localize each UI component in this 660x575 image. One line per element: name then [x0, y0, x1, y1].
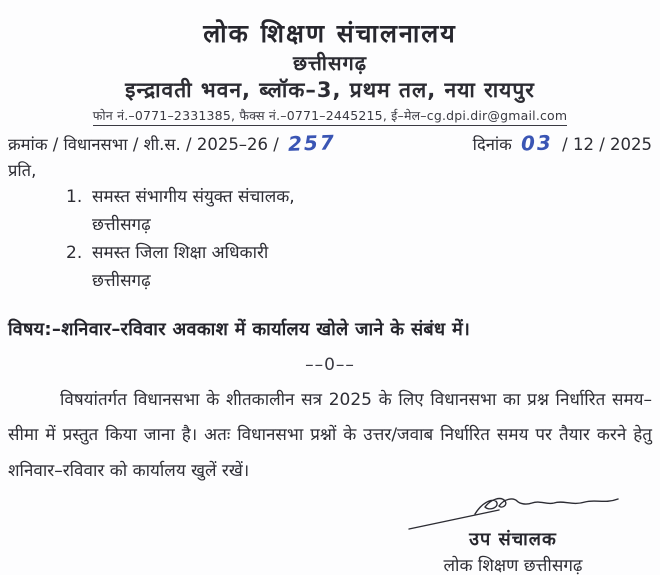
date-label: दिनांक: [472, 134, 512, 154]
recipient-line2: छत्तीसगढ़: [92, 271, 151, 292]
contact-line: फोन नं.–0771–2331385, फैक्स नं.–0771–2445215, ई–मेल–cg.dpi.dir@gmail.com: [93, 107, 568, 126]
handwritten-ref-number: 257: [287, 130, 337, 156]
letterhead: [8, 20, 652, 126]
signatory-title: उप संचालक: [469, 529, 557, 551]
org-name: लोक शिक्षण संचालनालय: [203, 19, 457, 48]
date-rest: / 12 / 2025: [562, 134, 652, 154]
signature-block: [388, 495, 638, 575]
salutation: प्रति,: [8, 160, 37, 180]
reference-row: [8, 130, 652, 156]
reference-prefix: क्रमांक / विधानसभा / शी.स. / 2025–26 /: [8, 134, 279, 154]
recipients-list: [66, 183, 652, 295]
handwritten-date-day: 03: [520, 130, 554, 156]
subject-line: विषय:–शनिवार–रविवार अवकाश में कार्यालय खोले जाने के संबंध में।: [8, 319, 471, 341]
recipient-line2: छत्तीसगढ़: [92, 214, 151, 235]
signatory-org: लोक शिक्षण छत्तीसगढ़: [443, 556, 583, 575]
recipient-item: [66, 183, 652, 239]
recipient-text: [92, 239, 652, 295]
letter-date: [473, 130, 652, 156]
recipient-index: 2.: [66, 243, 83, 264]
body-paragraph: विषयांतर्गत विधानसभा के शीतकालीन सत्र 2025 के लिए विधानसभा का प्रश्न निर्धारित समय–सीमा में प्रस्तुत किया जाना है। अतः विधानसभा प्रश्नों के उत्तर/जवाब निर्धारित समय पर तैयार करने हेतु शनिवार–रविवार को कार्यालय खुलें रखें।: [8, 390, 652, 481]
reference-number: [8, 130, 340, 156]
recipient-line1: समस्त जिला शिक्षा अधिकारी: [92, 243, 269, 264]
recipient-text: [92, 183, 652, 239]
recipient-line1: समस्त संभागीय संयुक्त संचालक,: [92, 186, 295, 207]
org-state: छत्तीसगढ़: [292, 50, 368, 75]
section-separator: ––0––: [305, 355, 355, 376]
recipient-index: 1.: [66, 186, 83, 207]
org-address: इन्द्रावती भवन, ब्लॉक–3, प्रथम तल, नया रायपुर: [125, 77, 535, 102]
recipient-item: [66, 239, 652, 295]
